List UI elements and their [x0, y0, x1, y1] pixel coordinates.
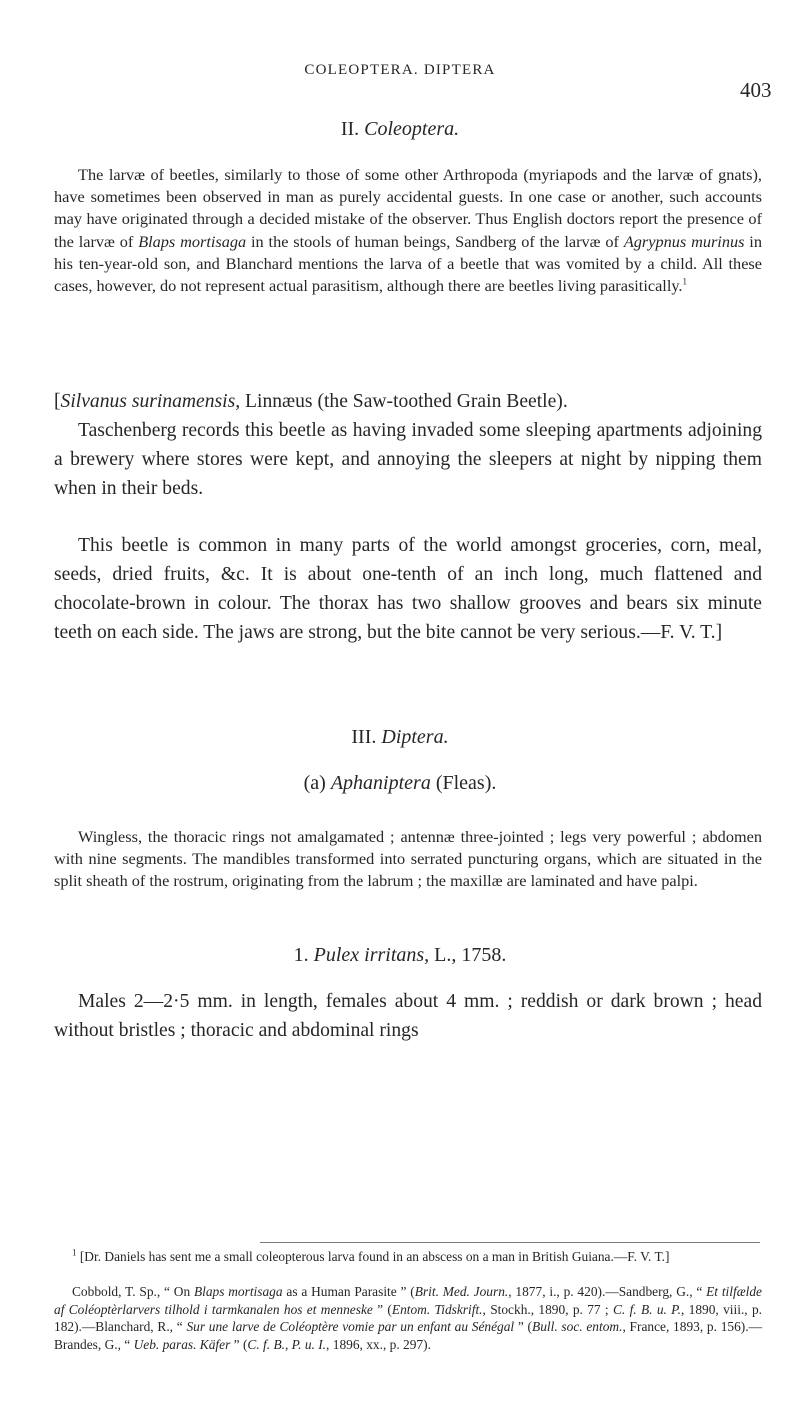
text-run: in the stools of human beings, Sandberg of the larvæ of [246, 231, 624, 251]
section-numeral: II. [340, 118, 360, 140]
italic-text: Sur une larve de Coléoptère vomie par un enfant au Sénégal [186, 1319, 515, 1334]
text-run: [ [54, 391, 61, 412]
species-authority: L., 1758. [434, 944, 507, 966]
species-number: 1. [293, 944, 309, 966]
page-number: 403 [740, 78, 772, 102]
italic-text: Blaps mortisaga [138, 231, 247, 251]
text-run: in his ten-year-old son, and Blanchard mentions the larva of a beetle that was vomited by a child. All these cases, however, do not represent actual parasitism, although there are beetles living parasitically. [54, 231, 762, 296]
italic-text: Agrypnus murinus [623, 231, 745, 251]
italic-text: Et tilfælde af Coléoptèrlarvers tilhold i tarmkanalen hos et menneske [54, 1284, 763, 1317]
coleoptera-paragraph [54, 164, 762, 297]
italic-text: Silvanus surinamensis, [60, 391, 241, 412]
italic-text: C. f. B., P. u. I. [247, 1336, 327, 1352]
subsection-heading-aphaniptera [0, 772, 800, 795]
section-title: Coleoptera. [364, 118, 460, 140]
subsection-common-name: (Fleas). [435, 772, 497, 794]
italic-text: Brit. Med. Journ. [414, 1284, 509, 1299]
running-head: COLEOPTERA. DIPTERA [304, 62, 496, 78]
text-run: , 1890, viii., p. 182).—Blanchard, R., “ [54, 1301, 763, 1334]
italic-text: Blaps mortisaga [193, 1284, 283, 1299]
text-run: Linnæus (the Saw-toothed Grain Beetle). [240, 391, 568, 412]
aphaniptera-paragraph: Wingless, the thoracic rings not amalgamated ; antennæ three-jointed ; legs very powerful ; abdomen with nine segments. The mandibles transformed into serrated puncturing organs, which are situated in the split sheath of the rostrum, originating from the labrum ; the maxillæ are laminated and have palpi. [54, 827, 762, 891]
species-heading-pulex [0, 944, 800, 967]
footnote-marker: 1 [682, 276, 688, 287]
text-run: ” ( [372, 1301, 392, 1317]
text-run: ” ( [514, 1319, 533, 1334]
footnote-divider [260, 1242, 760, 1243]
text-run: Cobbold, T. Sp., “ On [72, 1284, 194, 1299]
pulex-paragraph: Males 2—2·5 mm. in length, females about 4 mm. ; reddish or dark brown ; head without bristles ; thoracic and abdominal rings [54, 991, 762, 1041]
section-title: Diptera. [381, 726, 449, 748]
italic-text: Entom. Tidskrift. [391, 1301, 483, 1317]
section-heading-diptera [0, 726, 800, 749]
section-heading-coleoptera [0, 118, 800, 141]
silvanus-paragraph-1: Taschenberg records this beetle as having invaded some sleeping apartments adjoining a brewery where stores were kept, and annoying the sleepers at night by nipping them when in their beds. [54, 420, 762, 499]
text-run: ” ( [230, 1336, 248, 1352]
text-run: , 1896, xx., p. 297). [326, 1336, 431, 1352]
subsection-title: Aphaniptera [330, 772, 431, 794]
footnote-marker: 1 [72, 1247, 77, 1258]
silvanus-heading [54, 387, 762, 416]
text-run: , France, 1893, p. 156).—Brandes, G., “ [54, 1319, 762, 1352]
italic-text: C. f. B. u. P. [612, 1301, 681, 1317]
text-run: as a Human Parasite ” ( [282, 1284, 415, 1299]
text-run: , 1877, i., p. 420).—Sandberg, G., “ [508, 1284, 707, 1299]
section-numeral: III. [351, 726, 377, 748]
text-run: [Dr. Daniels has sent me a small coleopterous larva found in an abscess on a man in British Guiana.—F. V. T.] [76, 1249, 670, 1264]
footnote-1 [54, 1248, 762, 1266]
italic-text: Ueb. paras. Käfer [133, 1336, 231, 1352]
subsection-label: (a) [303, 772, 326, 794]
text-run: The larvæ of beetles, similarly to those of some other Arthropoda (myriapods and the larvæ of gnats), have sometimes been observed in man as purely accidental guests. In one case or another, such accounts may have originated through a decided mistake of the observer. Thus English doctors report the presence of the larvæ of [54, 165, 762, 251]
italic-text: Bull. soc. entom. [532, 1319, 623, 1334]
footnote-2 [54, 1283, 762, 1353]
species-name: Pulex irritans, [313, 944, 430, 966]
text-run: , Stockh., 1890, p. 77 ; [482, 1301, 613, 1317]
silvanus-paragraph-2: This beetle is common in many parts of the world amongst groceries, corn, meal, seeds, dried fruits, &c. It is about one-tenth of an inch long, much flattened and chocolate-brown in colour. The thorax has two shallow grooves and bears six minute teeth on each side. The jaws are strong, but the bite cannot be very serious.—F. V. T.] [54, 535, 762, 643]
